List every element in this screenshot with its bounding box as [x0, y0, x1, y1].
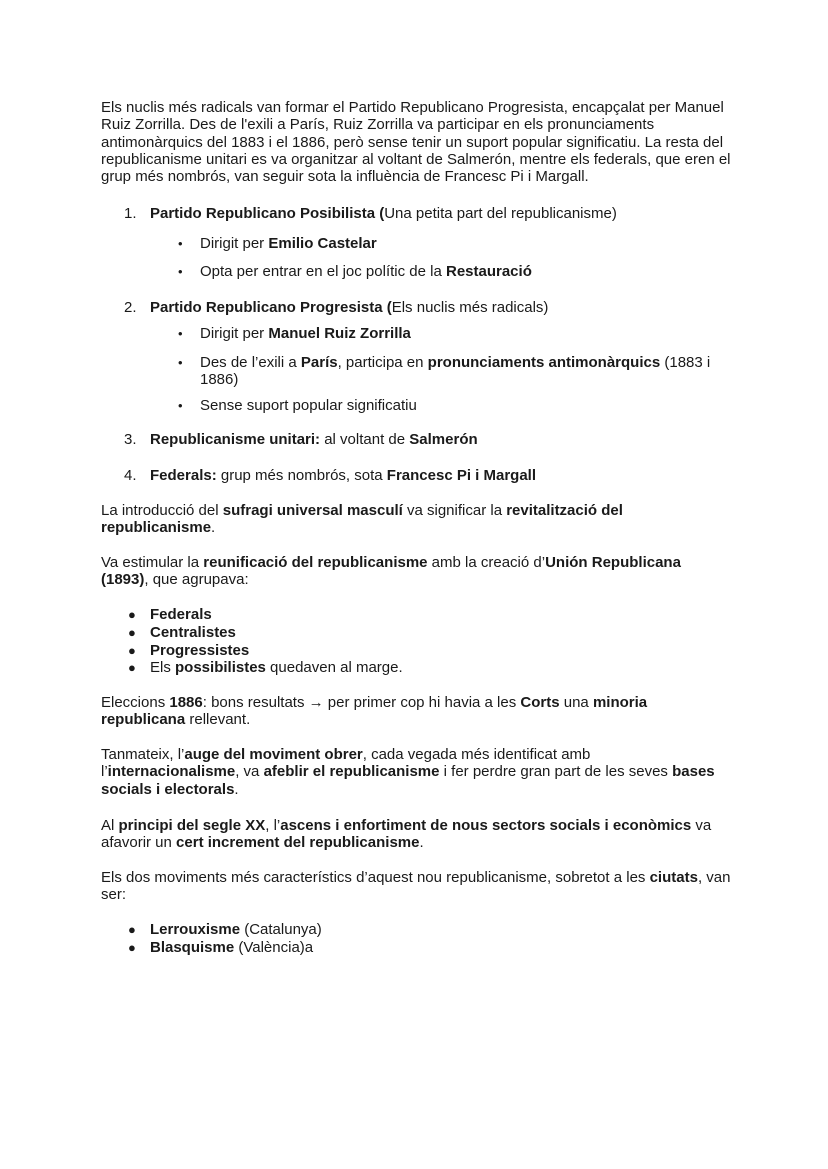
text: una [559, 694, 593, 711]
bold-text: Federals [150, 606, 212, 623]
list-item [128, 659, 730, 676]
text: , cada vegada més identificat amb l’ [101, 746, 591, 781]
bold-text: Federals: [150, 467, 217, 484]
text: (Catalunya) [240, 921, 322, 938]
text: Va estimular la [101, 554, 204, 571]
bold-text: reunificació del republicanisme [203, 554, 428, 571]
list-item [178, 354, 730, 389]
text: Els [150, 659, 176, 676]
text: va significar la [402, 502, 507, 519]
bold-text: pronunciaments antimonàrquics [427, 354, 661, 371]
bold-text: Progressistes [150, 642, 250, 659]
text: Eleccions [101, 694, 170, 711]
bold-text: auge del moviment obrer [184, 746, 363, 763]
text: Els nuclis més radicals van formar el Partido Republicano Progresista, encapçalat per Manuel Ruiz Zorrilla. Des de l'exili a París, Ruiz Zorrilla va participar en els pronunciaments antimonàrquics del 1883 i el 1886, però sense tenir un suport popular significatiu. La resta del republicanisme unitari es va organitzar al voltant de Salmerón, mentre els federals, que eren el grup més nombrós, van seguir sota la influència de Francesc Pi i Margall. [101, 99, 731, 186]
bold-text: minoria republicana [101, 694, 648, 729]
list-item [178, 235, 730, 252]
text: , va [235, 763, 264, 781]
text: : bons resultats → per primer cop hi havia a les [202, 694, 521, 711]
paragraph-sufragi [101, 502, 731, 537]
list-item [128, 921, 730, 938]
bullet-icon: • [178, 264, 183, 279]
bold-text: ascens i enfortiment de nous sectors socials i econòmics [280, 817, 692, 834]
bold-text: principi del segle XX [118, 817, 266, 834]
paragraph-union [101, 554, 731, 589]
bold-text: ciutats [649, 869, 698, 886]
bold-text: Partido Republicano Posibilista ( [150, 205, 385, 222]
text: , l’ [265, 817, 281, 834]
bold-text: internacionalisme [107, 763, 236, 781]
paragraph-moviment-obrer [101, 746, 731, 798]
bold-text: cert increment del republicanisme [176, 834, 420, 852]
bold-text: París [300, 354, 338, 371]
text: . [234, 780, 239, 798]
bold-text: bases socials i electorals [101, 763, 715, 798]
bold-text: Unión Republicana (1893) [101, 554, 681, 589]
list-item-unitari [124, 431, 730, 448]
paragraph-moviments [101, 869, 731, 904]
text: Sense suport popular significatiu [200, 397, 417, 414]
bold-text: Partido Republicano Progresista ( [150, 299, 392, 316]
bold-text: afeblir el republicanisme [263, 763, 440, 781]
text: . [211, 519, 216, 537]
bold-text: Francesc Pi i Margall [386, 467, 537, 484]
list-item [178, 397, 730, 414]
list-number: 3. [124, 431, 137, 448]
list-item [128, 642, 730, 659]
text: . [419, 834, 424, 852]
bullet-icon: ● [128, 643, 136, 658]
text: Els nuclis més radicals) [391, 299, 549, 316]
bold-text: 1886 [169, 694, 203, 711]
paragraph-eleccions [101, 694, 731, 729]
bold-text: Emilio Castelar [268, 235, 377, 252]
list-item [128, 606, 730, 623]
bullet-icon: ● [128, 940, 136, 955]
text: va afavorir un [101, 817, 712, 852]
text: Al [101, 817, 119, 834]
list-item [128, 939, 730, 956]
text: Dirigit per [200, 325, 269, 342]
bullet-icon: • [178, 236, 183, 251]
bullet-icon: • [178, 326, 183, 341]
intro-paragraph [101, 99, 731, 185]
text: Dirigit per [200, 235, 269, 252]
text: Tanmateix, l’ [101, 746, 185, 763]
text: Des de l’exili a [200, 354, 301, 371]
list-item [178, 263, 730, 280]
list-item [178, 325, 730, 342]
text: (València)a [234, 939, 314, 956]
list-item-federals [124, 467, 730, 484]
bold-text: possibilistes [175, 659, 266, 676]
list-number: 2. [124, 299, 137, 316]
bullet-icon: ● [128, 625, 136, 640]
bold-text: sufragi universal masculí [222, 502, 403, 519]
bullet-icon: ● [128, 660, 136, 675]
text: Una petita part del republicanisme) [384, 205, 617, 222]
text: , van ser: [101, 869, 731, 904]
paragraph-segle-xx [101, 817, 731, 852]
text: , participa en [337, 354, 428, 371]
list-item-progresista [124, 299, 730, 316]
text: grup més nombrós, sota [216, 467, 387, 484]
list-item-posibilista [124, 205, 730, 222]
text: (1883 i 1886) [200, 354, 711, 389]
text: Els dos moviments més característics d’aquest nou republicanisme, sobretot a les [101, 869, 650, 886]
text: i fer perdre gran part de les seves [439, 763, 673, 781]
bullet-icon: • [178, 355, 183, 370]
bold-text: Manuel Ruiz Zorrilla [268, 325, 411, 342]
bold-text: Lerrouxisme [150, 921, 241, 938]
list-number: 4. [124, 467, 137, 484]
text: Opta per entrar en el joc polític de la [200, 263, 446, 280]
bullet-icon: ● [128, 922, 136, 937]
text: amb la creació d’ [427, 554, 546, 571]
bold-text: Restauració [445, 263, 532, 280]
list-item [128, 624, 730, 641]
bold-text: revitalització del republicanisme [101, 502, 623, 537]
text: rellevant. [185, 711, 251, 729]
bold-text: Salmerón [409, 431, 478, 448]
bold-text: Republicanisme unitari: [150, 431, 321, 448]
text: al voltant de [320, 431, 410, 448]
text: , que agrupava: [144, 571, 249, 589]
list-number: 1. [124, 205, 137, 222]
bold-text: Centralistes [150, 624, 236, 641]
bullet-icon: • [178, 398, 183, 413]
bold-text: Corts [520, 694, 560, 711]
text: La introducció del [101, 502, 223, 519]
bold-text: Blasquisme [150, 939, 235, 956]
text: quedaven al marge. [265, 659, 403, 676]
bullet-icon: ● [128, 607, 136, 622]
